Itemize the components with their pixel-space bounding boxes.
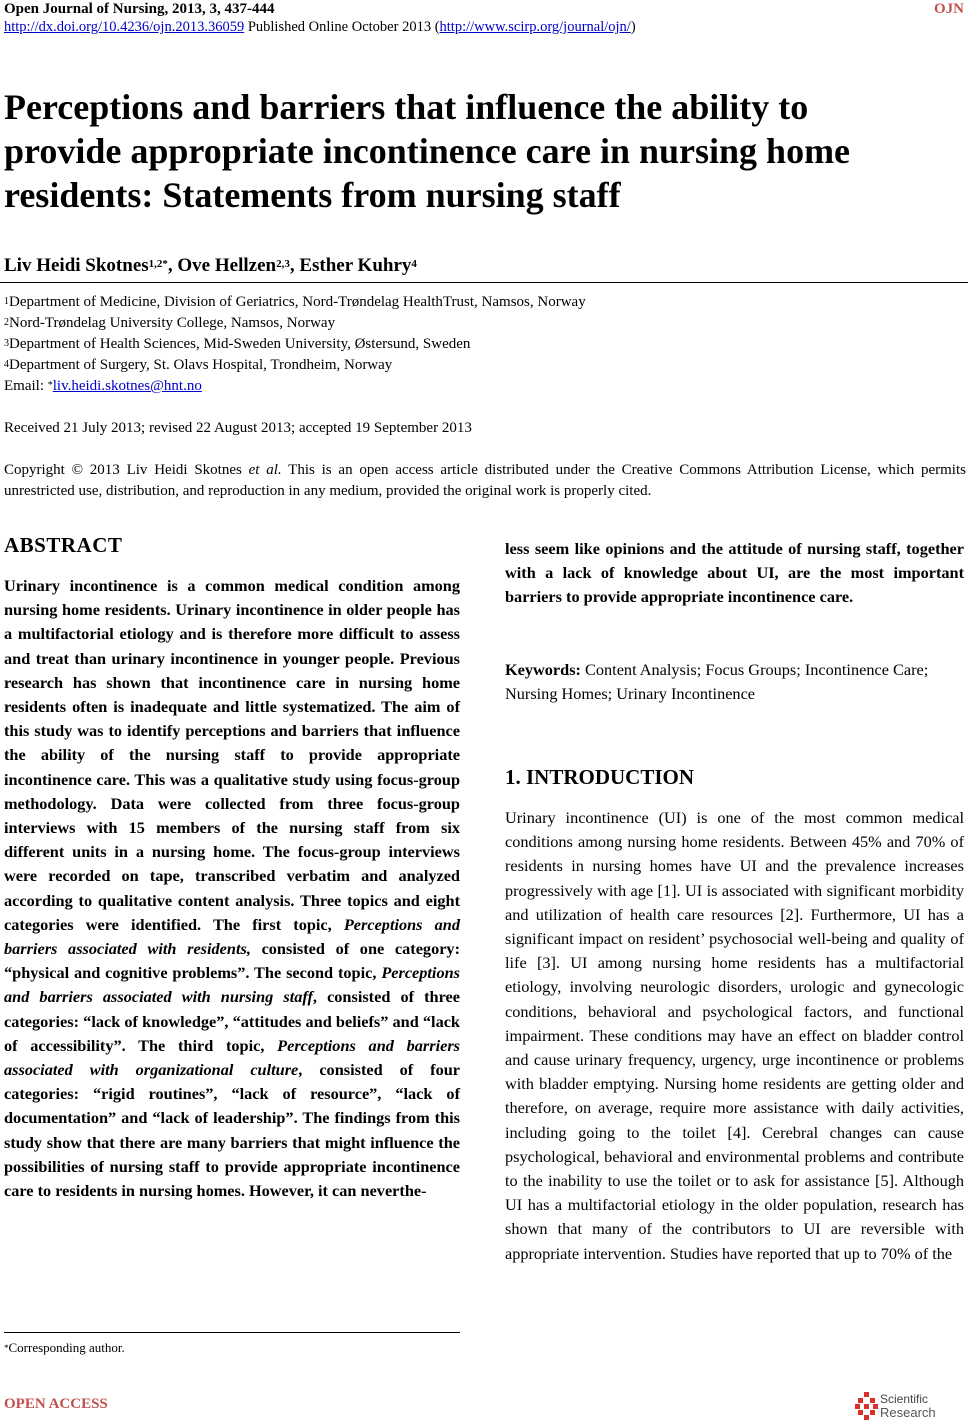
email-link[interactable]: liv.heidi.skotnes@hnt.no	[52, 378, 202, 394]
introduction-body: Urinary incontinence (UI) is one of the most common medical conditions among nursing home residents. Between 45% and 70% of residents in nursing homes have UI and the prevalence increases progressively with age [1]. UI is associated with significant morbidity and utilization of health care resources [2]. Furthermore, UI has a significant impact on resident’ psychosocial well-being and quality of life [3]. UI among nursing home residents has a multifactorial etiology, involving neurologic disorders, urologic and gynecologic conditions, behavioral and psychological factors, and functional impairment. These conditions may have an effect on bladder control and cause urinary frequency, urgency, urge incontinence or problems with bladder emptying. Nursing home residents are getting older and therefore, on average, require more assistance with daily activities, including going to the toilet [4]. Cerebral changes can cause psychological, behavioral and environmental problems and contribute to the inability to use the toilet or to ask for assistance [5]. Although UI has a multifactorial etiology in the older population, research has shown that many of the contributors to UI are reversible with appropriate intervention. Studies have reported that up to 70% of the	[505, 808, 964, 1263]
affiliation	[4, 355, 586, 376]
affiliation	[4, 292, 586, 313]
abstract-continuation: less seem like opinions and the attitude of nursing staff, together with a lack of knowledge about UI, are the most important barriers to provide appropriate incontinence care.	[505, 539, 964, 607]
publication-line	[4, 18, 636, 36]
copyright-notice	[4, 460, 966, 502]
author-affil-mark: 1,2*	[148, 258, 168, 270]
affiliation-number: 3	[4, 338, 9, 349]
email-label: Email:	[4, 378, 48, 394]
email-line	[4, 376, 586, 397]
topic-three: Perceptions and barriers associated with organizational culture	[4, 1035, 460, 1080]
author-affil-mark: 2,3	[276, 258, 290, 270]
copyright-license: This is an open access article distributed under the Creative Commons Attribution License, which permits unrestricted use, distribution, and reproduction in any medium, provided the original work is properly cited.	[4, 462, 966, 499]
header-divider	[0, 282, 968, 283]
affiliation-text: Department of Health Sciences, Mid-Sweden University, Østersund, Sweden	[9, 336, 471, 352]
affiliation-number: 1	[4, 296, 9, 307]
affiliation	[4, 334, 586, 355]
scientific-research-logo-icon	[854, 1391, 880, 1421]
abstract-heading: ABSTRACT	[4, 533, 123, 557]
received-dates: Received 21 July 2013; revised 22 August 2013; accepted 19 September 2013	[4, 420, 472, 436]
author-name: Liv Heidi Skotnes	[4, 255, 149, 276]
affiliation-text: Department of Surgery, St. Olavs Hospital, Trondheim, Norway	[9, 357, 393, 373]
author-separator: ,	[167, 255, 178, 276]
open-access-label: OPEN ACCESS	[4, 1396, 108, 1412]
abstract-text: Urinary incontinence is a common medical condition among nursing home residents. Urinary incontinence in older people has a multifactorial etiology and is therefore more difficult to assess and treat than urinary incontinence in younger people. Previous research has shown that incontinence care in nursing home residents often is inadequate and little systematized. The aim of this study was to identify perceptions and barriers that influence the ability of the nursing staff to provide appropriate incontinence care. This was a qualitative study using focus-group methodology. Data were collected from three focus-group interviews with 15 members of the nursing staff from six different units in a nursing home. The focus-group interviews were recorded on tape, transcribed verbatim and analyzed according to qualitative content analysis. Three topics and eight categories were identified. The first topic,	[4, 576, 460, 934]
keywords-text: Content Analysis; Focus Groups; Incontinence Care; Nursing Homes; Urinary Incontinence	[505, 660, 929, 704]
footnote	[4, 1339, 125, 1357]
affiliation-text: Department of Medicine, Division of Geriatrics, Nord-Trøndelag HealthTrust, Namsos, Norway	[9, 294, 586, 310]
journal-abbreviation: OJN	[934, 1, 964, 17]
author-name: Esther Kuhry	[299, 255, 412, 276]
affiliation-number: 4	[4, 359, 9, 370]
publisher-name-line1: Scientific	[880, 1392, 929, 1406]
keywords-label: Keywords:	[505, 660, 581, 679]
author-name: Ove Hellzen	[177, 255, 277, 276]
journal-url-link[interactable]: http://www.scirp.org/journal/ojn/	[439, 19, 631, 35]
email-mark: *	[47, 380, 53, 391]
article-title: Perceptions and barriers that influence the ability to provide appropriate incontinence care in nursing home residents: Statements from nursing staff	[4, 87, 851, 215]
doi-link[interactable]: http://dx.doi.org/10.4236/ojn.2013.36059	[4, 19, 245, 35]
author-affil-mark: 4	[411, 258, 417, 270]
copyright-text: Copyright © 2013 Liv Heidi Skotnes	[4, 462, 249, 478]
affiliation-text: Nord-Trøndelag University College, Namsos, Norway	[9, 315, 336, 331]
abstract-text: consisted of one category: “physical and cognitive problems”. The second topic,	[4, 939, 460, 983]
abstract-body	[4, 574, 460, 1203]
author-list	[4, 253, 417, 279]
publisher-name-line2: Research	[880, 1405, 936, 1420]
close-paren: )	[630, 19, 636, 35]
footnote-divider	[4, 1332, 460, 1333]
footnote-text: Corresponding author.	[8, 1340, 125, 1355]
publisher-logo[interactable]	[854, 1389, 964, 1423]
footnote-mark: *	[4, 1343, 9, 1353]
affiliation-number: 2	[4, 317, 9, 328]
topic-two: Perceptions and barriers associated with nursing staff	[4, 963, 460, 1007]
author-separator: ,	[289, 255, 300, 276]
abstract-text: , consisted of three categories: “lack of knowledge”, “attitudes and beliefs” and “lack of accessibility”. The third topic,	[4, 987, 460, 1055]
published-text: Published Online October 2013 (	[244, 19, 440, 35]
copyright-etal: et al.	[248, 462, 282, 478]
journal-citation: Open Journal of Nursing, 2013, 3, 437-444	[4, 1, 275, 17]
keywords	[505, 658, 964, 706]
affiliations	[4, 292, 586, 397]
affiliation	[4, 313, 586, 334]
publisher-name	[880, 1393, 936, 1419]
topic-one: Perceptions and barriers associated with residents,	[4, 914, 460, 959]
introduction-heading: 1. INTRODUCTION	[505, 765, 695, 789]
abstract-text: , consisted of four categories: “rigid routines”, “lack of resource”, “lack of documentation” and “lack of leadership”. The findings from this study show that there are many barriers that might influence the possibilities of nursing staff to provide appropriate incontinence care to residents in nursing homes. However, it can neverthe-	[4, 1060, 460, 1201]
